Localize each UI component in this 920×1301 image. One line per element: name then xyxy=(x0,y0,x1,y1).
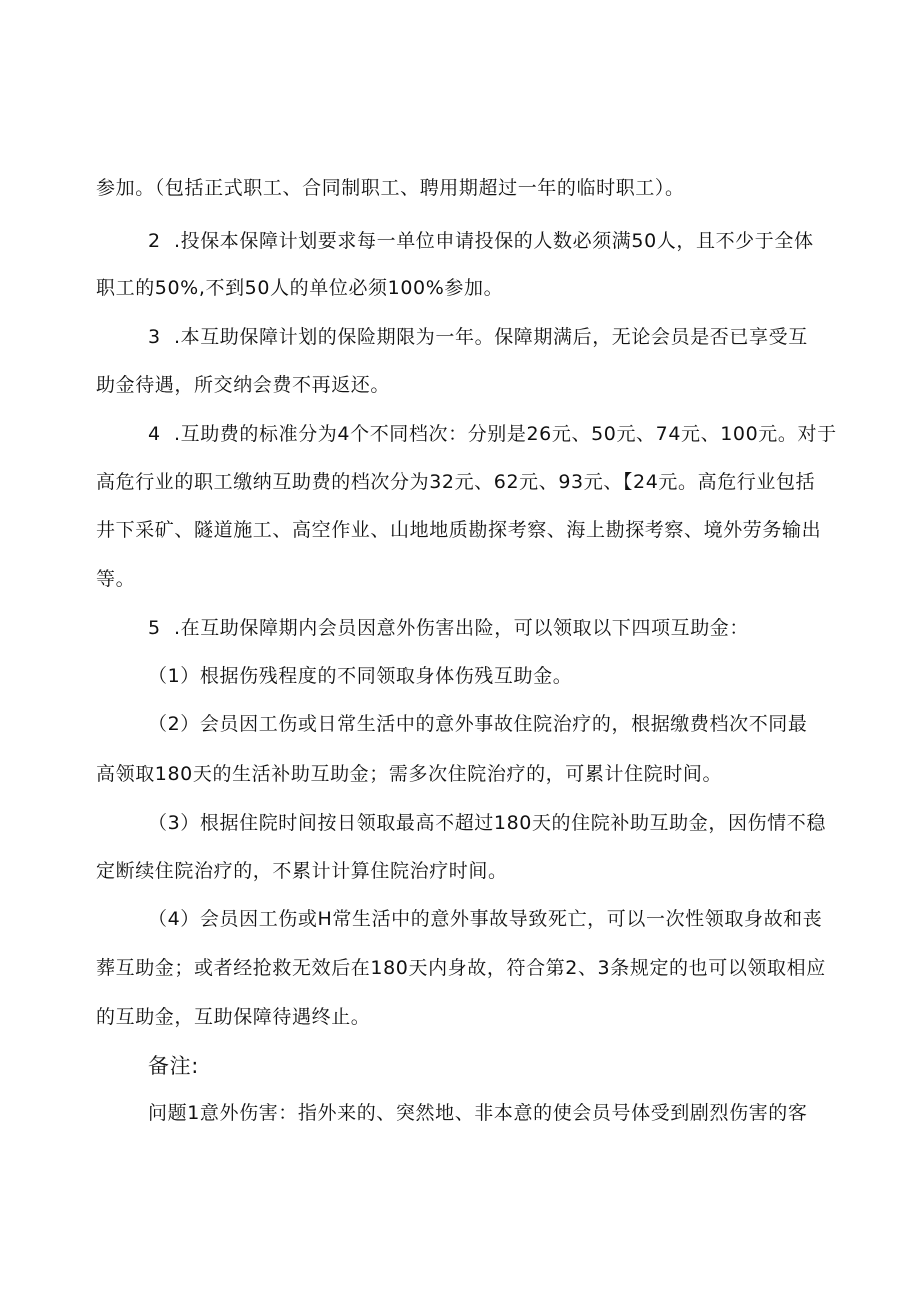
remarks-line-1: 问题1意外伤害：指外来的、突然地、非本意的使会员号体受到剧烈伤害的客 xyxy=(148,1102,808,1124)
item-3-line-2: 助金待遇，所交纳会费不再返还。 xyxy=(96,374,391,396)
subitem-2-line-1: （2）会员因工伤或日常生活中的意外事故住院治疗的，根据缴费档次不同最 xyxy=(148,713,808,735)
subitem-4-line-1: （4）会员因工伤或H常生活中的意外事故导致死亡，可以一次性领取身故和丧 xyxy=(148,908,823,930)
subitem-4-line-2: 葬互助金；或者经抢救无效后在180天内身故，符合第2、3条规定的也可以领取相应 xyxy=(96,957,826,979)
remarks-heading: 备注: xyxy=(148,1054,199,1078)
item-2-line-2: 职工的50%,不到50人的单位必须100%参加。 xyxy=(96,277,504,299)
subitem-4-line-3: 的互助金，互助保障待遇终止。 xyxy=(96,1006,371,1028)
item-4-line-3: 井下采矿、隧道施工、高空作业、山地地质勘探考察、海上勘探考察、境外劳务输出 xyxy=(96,519,822,541)
item-3-line-1: 3 .本互助保障计划的保险期限为一年。保障期满后，无论会员是否已享受互 xyxy=(148,326,808,348)
item-4-line-4: 等。 xyxy=(96,568,136,590)
subitem-1-line-1: （1）根据伤残程度的不同领取身体伤残互助金。 xyxy=(148,665,573,687)
item-4-line-1: 4 .互助费的标准分为4个不同档次：分别是26元、50元、74元、100元。对于 xyxy=(148,423,837,445)
item-5-line-1: 5 .在互助保障期内会员因意外伤害出险，可以领取以下四项互助金： xyxy=(148,617,750,639)
item-2-line-1: 2 .投保本保障计划要求每一单位申请投保的人数必须满50人，且不少于全体 xyxy=(148,230,814,252)
paragraph-1-line-1: 参加。（包括正式职工、合同制职工、聘用期超过一年的临时职工）。 xyxy=(96,177,685,199)
item-4-line-2: 高危行业的职工缴纳互助费的档次分为32元、62元、93元、【24元。高危行业包括 xyxy=(96,471,816,493)
subitem-2-line-2: 高领取180天的生活补助互助金；需多次住院治疗的，可累计住院时间。 xyxy=(96,763,723,785)
subitem-3-line-2: 定断续住院治疗的，不累计计算住院治疗时间。 xyxy=(96,860,508,882)
subitem-3-line-1: （3）根据住院时间按日领取最高不超过180天的住院补助互助金，因伤情不稳 xyxy=(148,812,826,834)
